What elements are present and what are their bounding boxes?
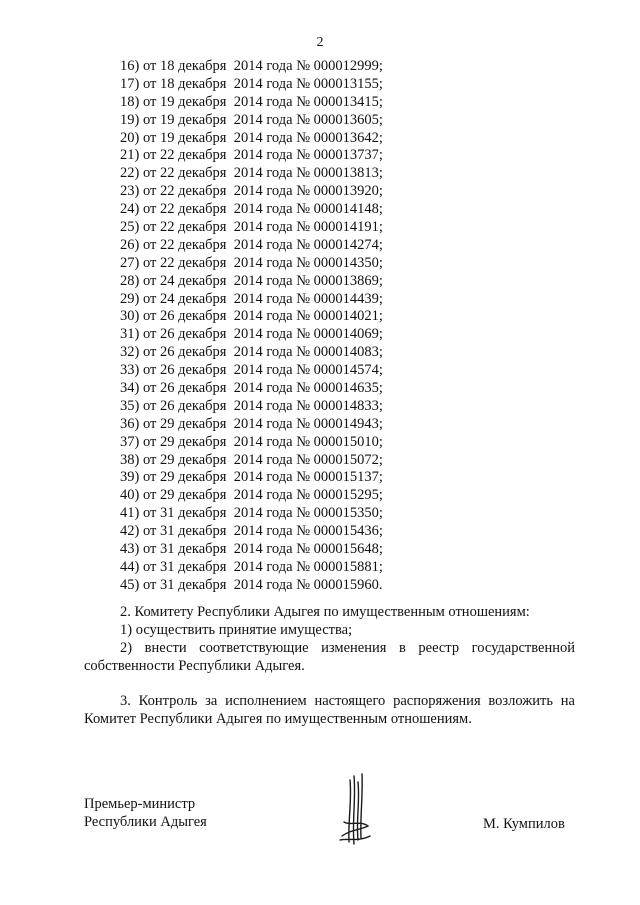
- paragraph-2-2: [84, 639, 575, 675]
- list-item: 40) от 29 декабря 2014 года № 000015295;: [120, 487, 383, 504]
- paragraph-3-text: 3. Контроль за исполнением настоящего распоряжения возложить на Комитет Республики Адыгея по имущественным отношениям.: [84, 693, 575, 727]
- list-item: 17) от 18 декабря 2014 года № 000013155;: [120, 75, 383, 92]
- signatory-name: М. Кумпилов: [483, 816, 565, 832]
- list-item: 20) от 19 декабря 2014 года № 000013642;: [120, 129, 383, 146]
- list-item: 28) от 24 декабря 2014 года № 000013869;: [120, 272, 383, 289]
- list-item: 27) от 22 декабря 2014 года № 000014350;: [120, 254, 383, 271]
- list-item: 38) от 29 декабря 2014 года № 000015072;: [120, 451, 383, 468]
- list-item: 19) от 19 декабря 2014 года № 000013605;: [120, 111, 383, 128]
- list-item: 23) от 22 декабря 2014 года № 000013920;: [120, 183, 383, 200]
- list-item: 41) от 31 декабря 2014 года № 000015350;: [120, 505, 383, 522]
- list-item: 43) от 31 декабря 2014 года № 000015648;: [120, 541, 383, 558]
- signatory-title-line-1: Премьер-министр: [84, 796, 196, 812]
- paragraph-2-1: 1) осуществить принятие имущества;: [120, 622, 353, 638]
- list-item: 34) от 26 декабря 2014 года № 000014635;: [120, 380, 383, 397]
- list-item: 35) от 26 декабря 2014 года № 000014833;: [120, 397, 383, 414]
- list-item: 22) от 22 декабря 2014 года № 000013813;: [120, 165, 383, 182]
- handwritten-signature: [330, 770, 380, 848]
- list-item: 32) от 26 декабря 2014 года № 000014083;: [120, 344, 383, 361]
- list-item: 26) от 22 декабря 2014 года № 000014274;: [120, 236, 383, 253]
- paragraph-3: [84, 692, 575, 728]
- list-item: 21) от 22 декабря 2014 года № 000013737;: [120, 147, 383, 164]
- list-item: 16) от 18 декабря 2014 года № 000012999;: [120, 58, 383, 74]
- list-item: 18) от 19 декабря 2014 года № 000013415;: [120, 93, 383, 110]
- list-item: 31) от 26 декабря 2014 года № 000014069;: [120, 326, 383, 343]
- signatory-title-line-2: Республики Адыгея: [84, 814, 207, 830]
- list-item: 33) от 26 декабря 2014 года № 000014574;: [120, 362, 383, 379]
- page-number: 2: [316, 35, 324, 50]
- list-item: 24) от 22 декабря 2014 года № 000014148;: [120, 201, 383, 218]
- signatory-title: [84, 795, 207, 831]
- paragraph-2: 2. Комитету Республики Адыгея по имущественным отношениям:: [120, 604, 530, 620]
- list-item: 42) от 31 декабря 2014 года № 000015436;: [120, 523, 383, 540]
- list-item: 30) от 26 декабря 2014 года № 000014021;: [120, 308, 383, 325]
- item-list: [120, 58, 540, 595]
- list-item: 29) от 24 декабря 2014 года № 000014439;: [120, 290, 383, 307]
- list-item: 37) от 29 декабря 2014 года № 000015010;: [120, 433, 383, 450]
- list-item: 36) от 29 декабря 2014 года № 000014943;: [120, 415, 383, 432]
- list-item: 39) от 29 декабря 2014 года № 000015137;: [120, 469, 383, 486]
- list-item: 45) от 31 декабря 2014 года № 000015960.: [120, 576, 383, 593]
- list-item: 25) от 22 декабря 2014 года № 000014191;: [120, 219, 383, 236]
- paragraph-2-2-text: 2) внести соответствующие изменения в реестр государственной собственности Республики Адыгея.: [84, 640, 575, 674]
- list-item: 44) от 31 декабря 2014 года № 000015881;: [120, 558, 383, 575]
